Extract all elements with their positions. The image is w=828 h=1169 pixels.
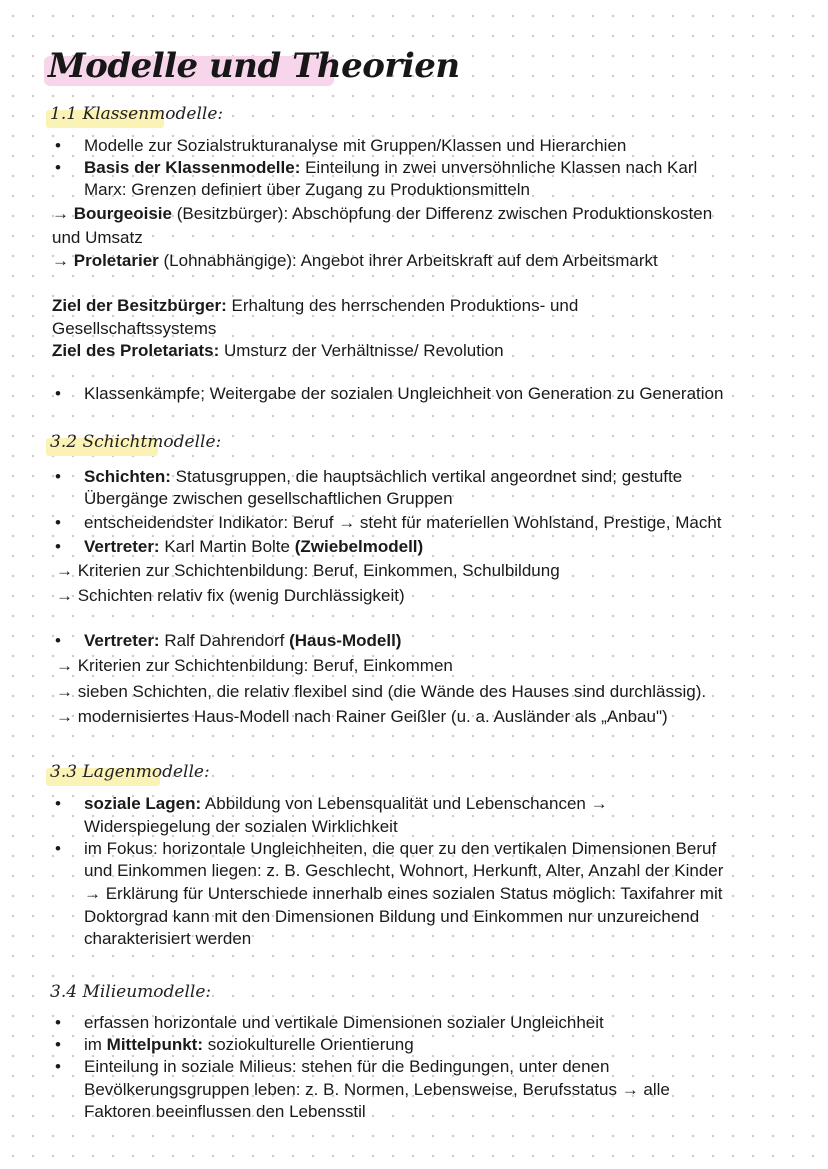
- goal-line-continued: Gesellschaftssystems: [52, 319, 217, 338]
- list-item-continued: und Einkommen liegen: z. B. Geschlecht, Wohnort, Herkunft, Alter, Anzahl der Kinder: [84, 861, 724, 880]
- arrow-item: → Kriterien zur Schichtenbildung: Beruf, Einkommen, Schulbildung: [56, 561, 560, 580]
- item-text: Einteilung in zwei unversöhnliche Klassen nach Karl: [300, 158, 698, 177]
- bold-term: Schichten:: [84, 467, 171, 486]
- list-item-continued: → Erklärung für Unterschiede innerhalb eines sozialen Status möglich: Taxifahrer mit: [84, 884, 723, 903]
- bullet: •: [55, 1057, 61, 1076]
- item-text: Karl Martin Bolte: [159, 537, 295, 556]
- list-item-continued: charakterisiert werden: [84, 929, 252, 948]
- list-item: [84, 536, 423, 558]
- item-text: Umsturz der Verhältnisse/ Revolution: [219, 341, 504, 360]
- bullet: •: [55, 794, 61, 813]
- bold-term: (Zwiebelmodell): [294, 537, 424, 556]
- item-text: Statusgruppen, die hauptsächlich vertikal angeordnet sind; gestufte: [170, 467, 683, 486]
- section-heading: 3.2 Schichtmodelle:: [50, 432, 222, 452]
- bold-term: Proletarier: [73, 251, 159, 270]
- bullet: •: [55, 839, 61, 858]
- bold-term: Bourgeoisie: [73, 204, 172, 223]
- list-item-continued: Übergänge zwischen gesellschaftlichen Gruppen: [84, 489, 453, 508]
- list-item-continued: Bevölkerungsgruppen leben: z. B. Normen, Lebensweise, Berufsstatus → alle: [84, 1080, 670, 1099]
- bullet: •: [55, 384, 61, 403]
- goal-line: [52, 295, 578, 317]
- arrow-item: [52, 250, 658, 272]
- bullet: •: [55, 1013, 61, 1032]
- list-item: [84, 1034, 414, 1056]
- section-heading: 3.3 Lagenmodelle:: [50, 762, 210, 782]
- bold-term: Vertreter:: [84, 631, 160, 650]
- list-item: [84, 630, 401, 652]
- section-heading-wrap: [50, 432, 221, 456]
- bold-term: Mittelpunkt:: [106, 1035, 203, 1054]
- section-schichtmodelle: [0, 432, 828, 456]
- list-item: [84, 157, 697, 179]
- list-item-continued: Marx: Grenzen definiert über Zugang zu Produktionsmitteln: [84, 180, 531, 199]
- bullet: •: [55, 136, 61, 155]
- bold-term: soziale Lagen:: [84, 794, 202, 813]
- list-item-continued: Doktorgrad kann mit den Dimensionen Bildung und Einkommen nur unzureichend: [84, 907, 700, 926]
- section-klassenmodelle: [0, 104, 828, 128]
- arrow-prefix: →: [52, 251, 74, 270]
- item-text: Erhaltung des herrschenden Produktions- und: [226, 296, 579, 315]
- list-item-continued: Faktoren beeinflussen den Lebensstil: [84, 1102, 366, 1121]
- bold-term: Vertreter:: [84, 537, 160, 556]
- list-item: im Fokus: horizontale Ungleichheiten, die quer zu den vertikalen Dimensionen Beruf: [84, 839, 717, 858]
- page-title: Modelle und Theorien: [48, 46, 460, 86]
- arrow-item: → Kriterien zur Schichtenbildung: Beruf, Einkommen: [56, 656, 453, 675]
- title-block: [44, 46, 460, 86]
- list-item: Klassenkämpfe; Weitergabe der sozialen Ungleichheit von Generation zu Generation: [84, 384, 724, 403]
- section-milieumodelle: [0, 982, 828, 1006]
- list-item: Modelle zur Sozialstrukturanalyse mit Gruppen/Klassen und Hierarchien: [84, 136, 627, 155]
- item-text: (Besitzbürger): Abschöpfung der Differenz zwischen Produktionskosten: [171, 204, 713, 223]
- section-lagenmodelle: [0, 762, 828, 786]
- list-item: Einteilung in soziale Milieus: stehen für die Bedingungen, unter denen: [84, 1057, 610, 1076]
- bullet: •: [55, 513, 61, 532]
- bullet: •: [55, 631, 61, 650]
- arrow-item: → modernisiertes Haus-Modell nach Rainer Geißler (u. a. Ausländer als „Anbau"): [56, 707, 668, 726]
- section-heading-wrap: [50, 762, 210, 786]
- section-heading-wrap: [50, 104, 223, 128]
- goal-line: [52, 340, 504, 362]
- item-text: (Lohnabhängige): Angebot ihrer Arbeitskraft auf dem Arbeitsmarkt: [158, 251, 658, 270]
- list-item: entscheidendster Indikator: Beruf → steht für materiellen Wohlstand, Prestige, Macht: [84, 513, 722, 532]
- list-item: [84, 793, 608, 815]
- list-item-continued: Widerspiegelung der sozialen Wirklichkeit: [84, 817, 398, 836]
- arrow-item: → sieben Schichten, die relativ flexibel sind (die Wände des Hauses sind durchlässig).: [56, 682, 707, 701]
- list-item: erfassen horizontale und vertikale Dimensionen sozialer Ungleichheit: [84, 1013, 604, 1032]
- section-heading-wrap: [50, 982, 211, 1006]
- bullet: •: [55, 467, 61, 486]
- bullet: •: [55, 1035, 61, 1054]
- item-text: soziokulturelle Orientierung: [203, 1035, 414, 1054]
- arrow-item: [52, 203, 712, 225]
- section-heading: 1.1 Klassenmodelle:: [50, 104, 224, 124]
- bullet: •: [55, 158, 61, 177]
- bullet: •: [55, 537, 61, 556]
- bold-term: Ziel der Besitzbürger:: [52, 296, 227, 315]
- arrow-prefix: →: [52, 204, 74, 223]
- bold-term: (Haus-Modell): [289, 631, 402, 650]
- bold-term: Basis der Klassenmodelle:: [84, 158, 301, 177]
- item-text: Abbildung von Lebensqualität und Lebenschancen →: [201, 794, 608, 813]
- arrow-item: → Schichten relativ fix (wenig Durchlässigkeit): [56, 586, 405, 605]
- arrow-item-continued: und Umsatz: [52, 228, 143, 247]
- item-text: Ralf Dahrendorf: [159, 631, 290, 650]
- list-item: [84, 466, 682, 488]
- item-text: im: [84, 1035, 107, 1054]
- bold-term: Ziel des Proletariats:: [52, 341, 220, 360]
- section-heading: 3.4 Milieumodelle:: [50, 982, 212, 1002]
